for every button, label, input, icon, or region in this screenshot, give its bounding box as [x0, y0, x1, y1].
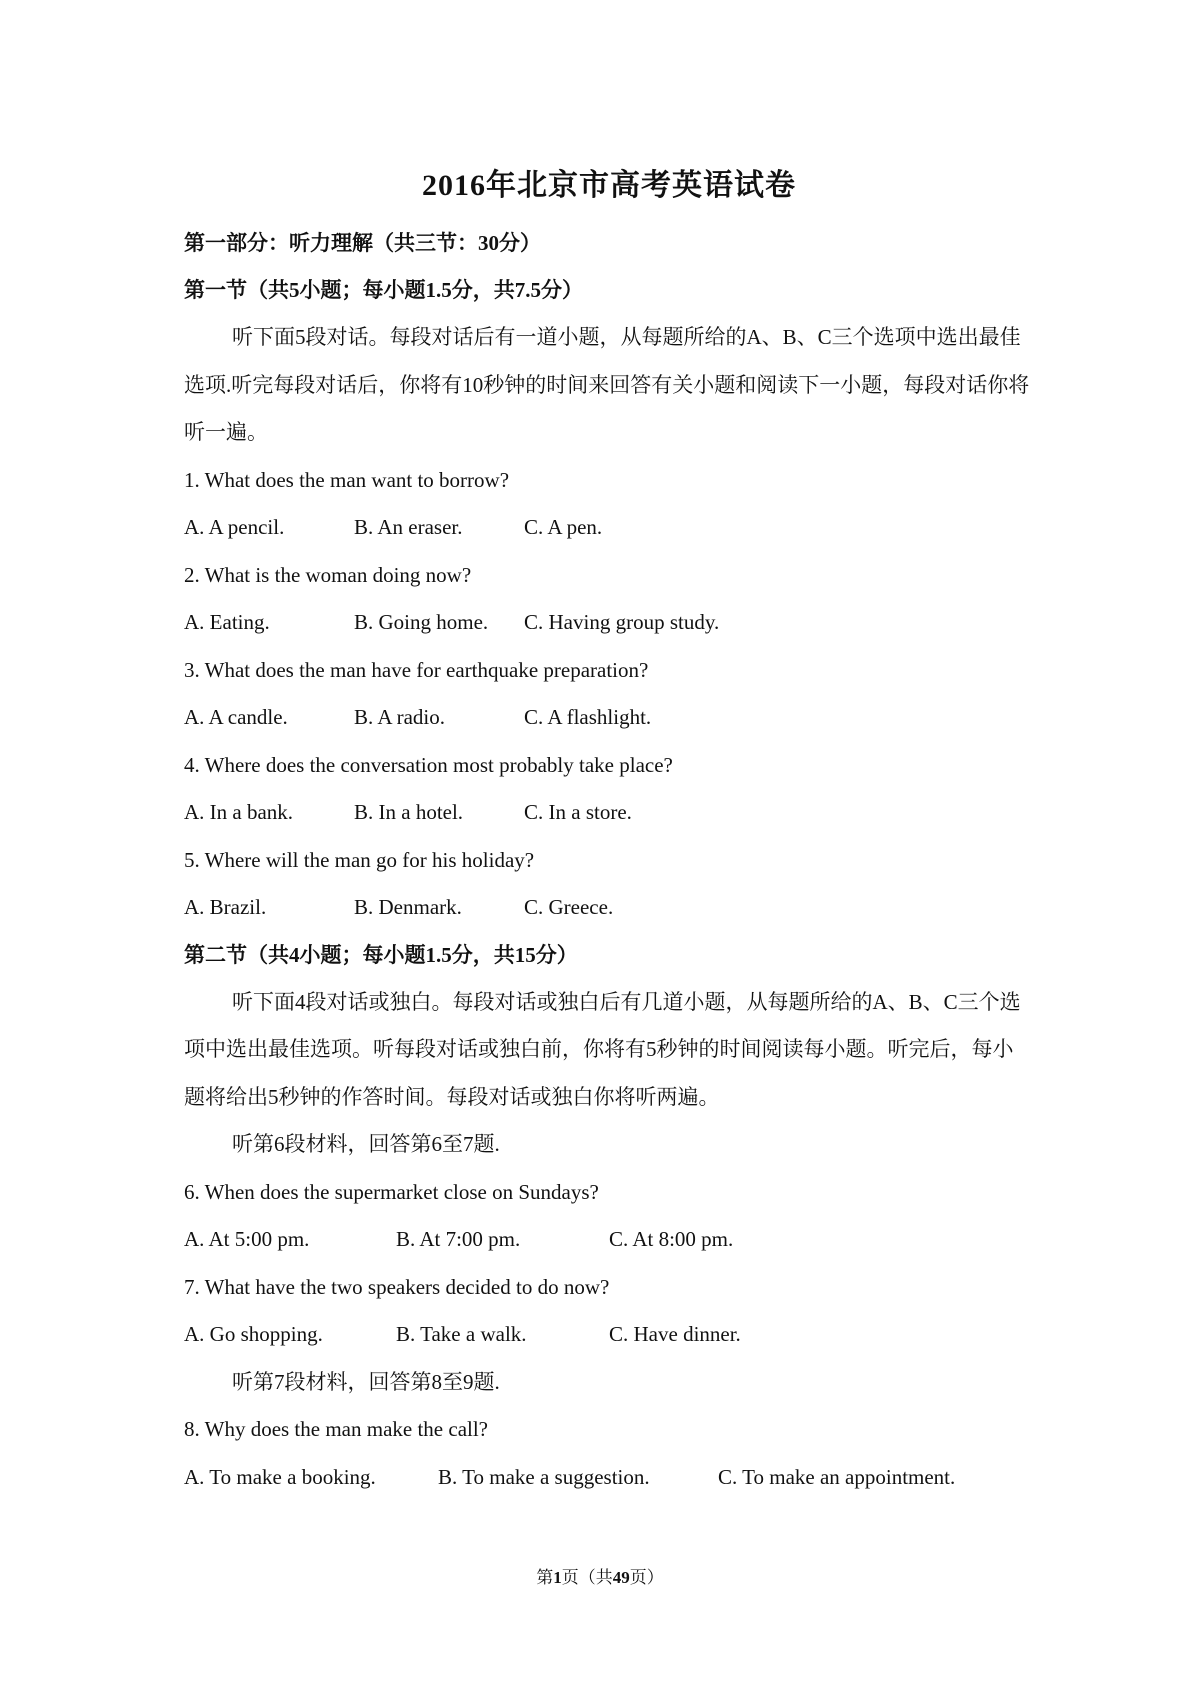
option-a: A. Eating.: [184, 610, 270, 634]
footer-total-pages: 49: [612, 1568, 630, 1587]
option-a: A. Go shopping.: [184, 1322, 323, 1346]
option-a: A. A pencil.: [184, 515, 285, 539]
page-footer: [0, 1563, 1200, 1588]
footer-prefix: 第: [536, 1568, 554, 1587]
option-a: A. A candle.: [184, 705, 288, 729]
question-6: 6. When does the supermarket close on Sundays?: [184, 1179, 599, 1204]
section2-instructions: 听下面4段对话或独白。每段对话或独白后有几道小题，从每题所给的A、B、C三个选项中选出最佳选项。听每段对话或独白前，你将有5秒钟的时间阅读每小题。听完后，每小题将给出5秒钟的作答时间。每段对话或独白你将听两遍。: [184, 989, 1021, 1109]
option-c: C. To make an appointment.: [718, 1464, 956, 1489]
option-c: C. A pen.: [524, 515, 603, 539]
option-b: B. Take a walk.: [396, 1322, 527, 1346]
exam-title: 2016年北京市高考英语试卷: [422, 169, 796, 202]
question-4-options: [184, 789, 1034, 837]
option-a: A. In a bank.: [184, 800, 294, 824]
part1-heading: 第一部分：听力理解（共三节：30分）: [184, 231, 541, 255]
option-c: C. In a store.: [524, 800, 632, 824]
question-6-options: [184, 1216, 1034, 1264]
question-3-options: [184, 694, 1034, 742]
option-b: B. Denmark.: [354, 895, 462, 919]
question-1: 1. What does the man want to borrow?: [184, 467, 510, 492]
question-2: 2. What is the woman doing now?: [184, 562, 472, 587]
option-b: B. At 7:00 pm.: [396, 1227, 521, 1251]
material-6-label: 听第6段材料，回答第6至7题.: [232, 1132, 500, 1156]
question-2-options: [184, 599, 1034, 647]
question-7: 7. What have the two speakers decided to do now?: [184, 1274, 610, 1299]
section1-questions: [184, 457, 1034, 932]
option-b: B. To make a suggestion.: [438, 1464, 650, 1489]
option-a: A. At 5:00 pm.: [184, 1227, 310, 1251]
question-3: 3. What does the man have for earthquake preparation?: [184, 657, 649, 682]
question-5: 5. Where will the man go for his holiday?: [184, 847, 535, 872]
option-c: C. Having group study.: [524, 610, 720, 634]
question-1-options: [184, 504, 1034, 552]
option-b: B. An eraser.: [354, 515, 463, 539]
exam-page: [184, 150, 1034, 1501]
option-c: C. At 8:00 pm.: [609, 1227, 734, 1251]
option-c: C. Have dinner.: [609, 1322, 741, 1346]
option-b: B. A radio.: [354, 705, 446, 729]
question-8: 8. Why does the man make the call?: [184, 1417, 489, 1441]
footer-middle: 页（共: [561, 1568, 613, 1587]
question-7-options: [184, 1311, 1034, 1359]
footer-suffix: 页）: [629, 1568, 664, 1587]
option-b: B. Going home.: [354, 610, 489, 634]
option-a: A. To make a booking.: [184, 1464, 376, 1489]
option-c: C. A flashlight.: [524, 705, 652, 729]
question-8-options: [184, 1454, 1034, 1502]
material-7-label: 听第7段材料，回答第8至9题.: [232, 1369, 500, 1394]
option-a: A. Brazil.: [184, 895, 267, 919]
option-b: B. In a hotel.: [354, 800, 464, 824]
question-5-options: [184, 884, 1034, 932]
footer-page-number: 1: [553, 1568, 562, 1587]
option-c: C. Greece.: [524, 895, 614, 919]
section1-heading: 第一节（共5小题；每小题1.5分，共7.5分）: [184, 278, 583, 302]
question-4: 4. Where does the conversation most probably take place?: [184, 752, 673, 777]
section2-heading: 第二节（共4小题；每小题1.5分，共15分）: [184, 942, 578, 967]
section1-instructions: 听下面5段对话。每段对话后有一道小题，从每题所给的A、B、C三个选项中选出最佳选项.听完每段对话后，你将有10秒钟的时间来回答有关小题和阅读下一小题，每段对话你将听一遍。: [184, 325, 1030, 444]
